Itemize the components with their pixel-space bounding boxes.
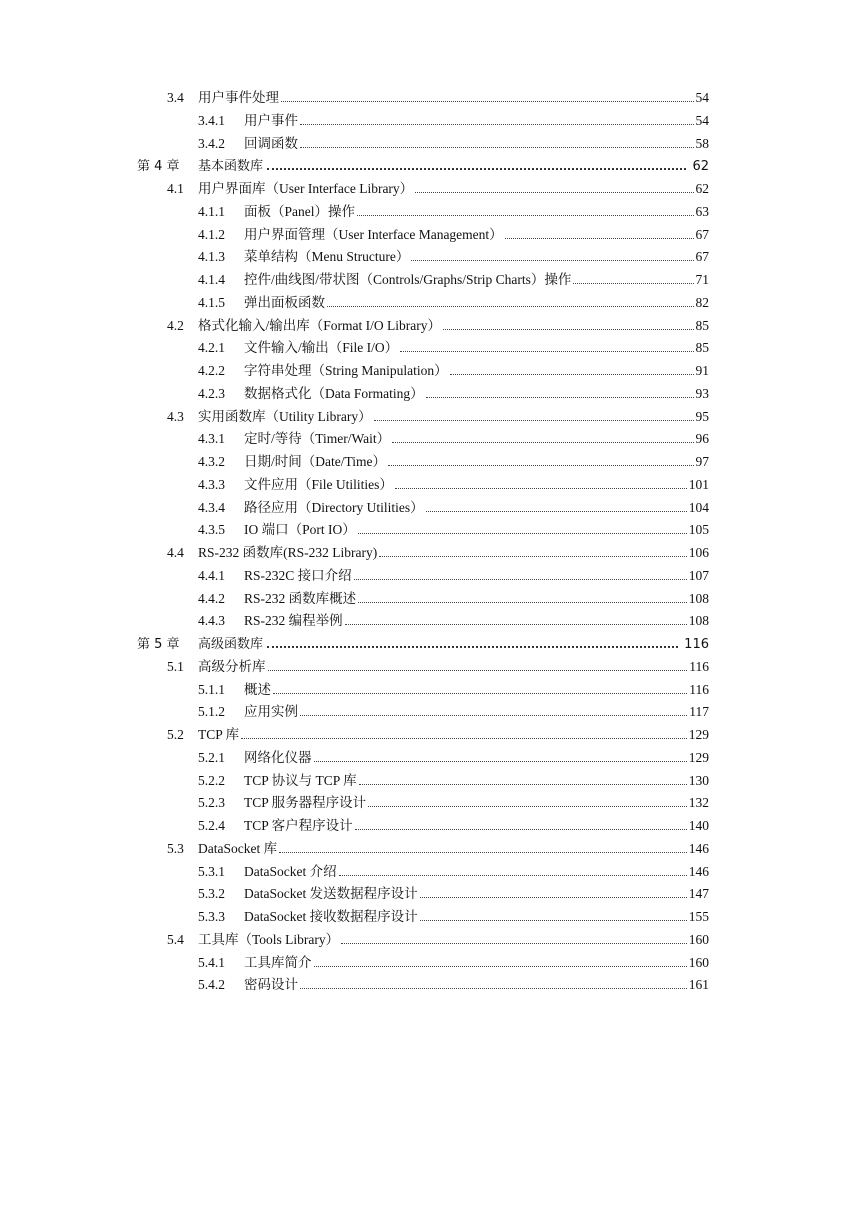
toc-entry-number: 3.4.1: [198, 112, 225, 128]
toc-entry-page-number: 147: [688, 886, 709, 902]
toc-entry-number: 4.2.1: [198, 340, 225, 356]
dot-leader: [392, 441, 693, 443]
toc-entry-page-number: 116: [689, 658, 709, 674]
dot-leader: [358, 532, 687, 534]
toc-entry-title: RS-232 编程举例: [244, 613, 343, 629]
dot-leader: [368, 805, 687, 807]
toc-section-entry[interactable]: [167, 312, 709, 334]
toc-entry-page-number: 95: [695, 408, 709, 424]
toc-entry-page-number: 67: [695, 226, 709, 242]
toc-subsection-entry[interactable]: [198, 812, 709, 834]
toc-subsection-entry[interactable]: [198, 357, 709, 379]
toc-entry-page-number: 107: [688, 567, 709, 583]
toc-entry-number: 4.3: [167, 408, 184, 424]
toc-entry-title: 控件/曲线图/带状图（Controls/Graphs/Strip Charts）操作: [244, 272, 572, 287]
toc-entry-page-number: 85: [695, 317, 709, 333]
toc-entry-title: 概述: [244, 681, 271, 697]
dot-leader: [359, 783, 687, 785]
toc-entry-page-number: 71: [695, 272, 709, 287]
dot-leader: [573, 282, 693, 284]
toc-entry-number: 5.2.4: [198, 818, 225, 833]
toc-subsection-entry[interactable]: [198, 562, 709, 584]
toc-subsection-entry[interactable]: [198, 448, 709, 470]
toc-section-entry[interactable]: [167, 926, 709, 948]
toc-entry-page-number: 129: [688, 727, 709, 742]
toc-entry-title: 密码设计: [244, 977, 298, 993]
toc-subsection-entry[interactable]: [198, 289, 709, 311]
toc-entry-number: 5.2.3: [198, 795, 225, 811]
toc-entry-title: 定时/等待（Timer/Wait）: [244, 431, 391, 447]
toc-entry-title: 工具库简介: [244, 954, 312, 970]
toc-entry-page-number: 85: [695, 340, 709, 356]
toc-entry-page-number: 93: [695, 385, 709, 401]
toc-entry-page-number: 129: [688, 749, 709, 765]
dot-leader: [400, 350, 693, 352]
toc-entry-page-number: 146: [688, 840, 709, 856]
toc-entry-page-number: 117: [689, 704, 709, 720]
toc-entry-page-number: 155: [688, 909, 709, 924]
toc-entry-page-number: 116: [689, 681, 709, 697]
toc-entry-title: 回调函数: [244, 135, 298, 151]
toc-entry-title: 实用函数库（Utility Library）: [198, 408, 372, 424]
toc-section-entry[interactable]: [167, 653, 709, 675]
toc-entry-title: 用户界面库（User Interface Library）: [198, 181, 414, 196]
toc-entry-page-number: 146: [688, 863, 709, 879]
dot-leader: [267, 645, 678, 648]
toc-entry-number: 4.1: [167, 181, 184, 196]
dot-leader: [300, 146, 694, 148]
dot-leader: [300, 714, 687, 716]
toc-entry-page-number: 104: [688, 499, 709, 515]
toc-subsection-entry[interactable]: [198, 858, 709, 880]
toc-entry-title: TCP 库: [198, 727, 240, 742]
toc-entry-title: 用户界面管理（User Interface Management）: [244, 226, 503, 242]
toc-section-entry[interactable]: [167, 84, 709, 106]
toc-entry-page-number: 160: [688, 931, 709, 947]
toc-subsection-entry[interactable]: [198, 198, 709, 220]
toc-entry-page-number: 106: [688, 545, 709, 560]
toc-entry-title: 弹出面板函数: [244, 294, 325, 310]
dot-leader: [341, 942, 687, 944]
dot-leader: [279, 851, 687, 853]
toc-entry-page-number: 105: [688, 522, 709, 538]
dot-leader: [358, 601, 687, 603]
toc-entry-page-number: 101: [688, 476, 709, 492]
toc-entry-number: 4.1.4: [198, 272, 225, 287]
toc-subsection-entry[interactable]: [198, 516, 709, 538]
dot-leader: [443, 328, 694, 330]
toc-entry-title: 文件应用（File Utilities）: [244, 476, 393, 492]
dot-leader: [314, 965, 687, 967]
dot-leader: [420, 896, 687, 898]
toc-entry-number: 4.3.1: [198, 431, 225, 447]
dot-leader: [241, 737, 687, 739]
toc-entry-number: 5.3.2: [198, 886, 225, 902]
toc-entry-title: RS-232 函数库概述: [244, 590, 357, 606]
toc-entry-title: 字符串处理（String Manipulation）: [244, 363, 448, 378]
toc-entry-page-number: 116: [684, 637, 709, 652]
toc-entry-page-number: 96: [695, 431, 709, 447]
toc-entry-title: 工具库（Tools Library）: [198, 931, 340, 947]
dot-leader: [300, 987, 687, 989]
toc-entry-page-number: 140: [688, 818, 709, 833]
toc-entry-title: 文件输入/输出（File I/O）: [244, 340, 399, 356]
dot-leader: [314, 760, 687, 762]
dot-leader: [395, 487, 687, 489]
toc-entry-number: 5.4.1: [198, 954, 225, 970]
toc-subsection-entry[interactable]: [198, 676, 709, 698]
toc-entry-page-number: 130: [688, 772, 709, 788]
dot-leader: [374, 419, 694, 421]
toc-entry-number: 4.4.3: [198, 613, 225, 629]
toc-entry-title: DataSocket 接收数据程序设计: [244, 909, 418, 924]
dot-leader: [281, 100, 694, 102]
toc-entry-number: 4.1.1: [198, 203, 225, 219]
toc-entry-title: 菜单结构（Menu Structure）: [244, 249, 410, 265]
toc-subsection-entry[interactable]: [198, 789, 709, 811]
toc-entry-page-number: 63: [695, 203, 709, 219]
toc-entry-title: 面板（Panel）操作: [244, 203, 355, 219]
toc-entry-title: 日期/时间（Date/Time）: [244, 454, 387, 469]
toc-subsection-entry[interactable]: [198, 266, 709, 288]
toc-entry-number: 4.2: [167, 317, 184, 333]
toc-entry-number: 4.4: [167, 545, 184, 560]
toc-entry-number: 5.3.3: [198, 909, 225, 924]
toc-entry-number: 5.1: [167, 658, 184, 674]
toc-entry-title: DataSocket 库: [198, 840, 278, 856]
toc-section-entry[interactable]: [167, 721, 709, 743]
toc-entry-title: RS-232 函数库(RS-232 Library): [198, 545, 378, 560]
dot-leader: [450, 373, 694, 375]
toc-subsection-entry[interactable]: [198, 949, 709, 971]
toc-entry-page-number: 108: [688, 613, 709, 629]
toc-entry-number: 5.2: [167, 727, 184, 742]
dot-leader: [354, 578, 687, 580]
dot-leader: [357, 214, 694, 216]
toc-section-entry[interactable]: [167, 539, 709, 561]
toc-subsection-entry[interactable]: [198, 494, 709, 516]
toc-entry-page-number: 161: [688, 977, 709, 993]
dot-leader: [268, 669, 688, 671]
toc-entry-title: DataSocket 介绍: [244, 863, 337, 879]
toc-subsection-entry[interactable]: [198, 471, 709, 493]
toc-entry-number: 5.3.1: [198, 863, 225, 879]
toc-entry-page-number: 108: [688, 590, 709, 606]
toc-entry-number: 5.2.2: [198, 772, 225, 788]
toc-entry-title: IO 端口（Port IO）: [244, 522, 356, 538]
toc-entry-title: 应用实例: [244, 704, 298, 720]
toc-entry-title: 高级函数库: [198, 637, 264, 652]
toc-entry-page-number: 62: [692, 159, 709, 175]
toc-entry-number: 4.1.2: [198, 226, 225, 242]
toc-entry-title: 格式化输入/输出库（Format I/O Library）: [198, 317, 441, 333]
toc-entry-title: 用户事件: [244, 112, 298, 128]
toc-subsection-entry[interactable]: [198, 903, 709, 925]
toc-section-entry[interactable]: [167, 835, 709, 857]
toc-chapter-entry[interactable]: [137, 630, 709, 652]
toc-subsection-entry[interactable]: [198, 243, 709, 265]
dot-leader: [415, 191, 693, 193]
toc-subsection-entry[interactable]: [198, 107, 709, 129]
toc-entry-title: 高级分析库: [198, 658, 266, 674]
toc-entry-page-number: 67: [695, 249, 709, 265]
dot-leader: [355, 828, 687, 830]
dot-leader: [426, 510, 687, 512]
toc-entry-title: TCP 服务器程序设计: [244, 795, 367, 811]
dot-leader: [388, 464, 693, 466]
toc-entry-page-number: 132: [688, 795, 709, 811]
toc-entry-title: 基本函数库: [198, 159, 264, 175]
toc-entry-title: 网络化仪器: [244, 749, 312, 765]
dot-leader: [411, 259, 693, 261]
toc-subsection-entry[interactable]: [198, 221, 709, 243]
toc-entry-number: 5.4.2: [198, 977, 225, 993]
toc-entry-number: 第 4 章: [137, 159, 180, 175]
toc-entry-title: DataSocket 发送数据程序设计: [244, 886, 418, 902]
toc-entry-page-number: 58: [695, 135, 709, 151]
toc-subsection-entry[interactable]: [198, 334, 709, 356]
dot-leader: [267, 167, 686, 170]
dot-leader: [327, 305, 694, 307]
toc-chapter-entry[interactable]: [137, 152, 709, 174]
toc-entry-number: 第 5 章: [137, 637, 180, 652]
toc-subsection-entry[interactable]: [198, 585, 709, 607]
toc-subsection-entry[interactable]: [198, 767, 709, 789]
toc-entry-number: 4.3.4: [198, 499, 225, 515]
toc-entry-page-number: 91: [695, 363, 709, 378]
toc-entry-title: RS-232C 接口介绍: [244, 567, 352, 583]
toc-entry-number: 4.4.1: [198, 567, 225, 583]
toc-entry-number: 5.4: [167, 931, 184, 947]
toc-entry-page-number: 54: [695, 90, 709, 105]
dot-leader: [379, 555, 687, 557]
toc-entry-number: 4.2.3: [198, 385, 225, 401]
toc-entry-number: 4.4.2: [198, 590, 225, 606]
toc-entry-page-number: 82: [695, 294, 709, 310]
toc-entry-title: 数据格式化（Data Formating）: [244, 385, 424, 401]
toc-section-entry[interactable]: [167, 403, 709, 425]
toc-entry-number: 4.1.5: [198, 294, 225, 310]
toc-entry-page-number: 97: [695, 454, 709, 469]
toc-entry-number: 3.4: [167, 90, 184, 105]
toc-entry-page-number: 160: [688, 954, 709, 970]
toc-subsection-entry[interactable]: [198, 607, 709, 629]
toc-subsection-entry[interactable]: [198, 380, 709, 402]
toc-entry-number: 5.1.1: [198, 681, 225, 697]
toc-entry-number: 3.4.2: [198, 135, 225, 151]
toc-entry-number: 5.3: [167, 840, 184, 856]
dot-leader: [426, 396, 694, 398]
toc-entry-number: 4.2.2: [198, 363, 225, 378]
dot-leader: [420, 919, 687, 921]
toc-subsection-entry[interactable]: [198, 880, 709, 902]
dot-leader: [339, 874, 687, 876]
dot-leader: [345, 623, 687, 625]
dot-leader: [505, 237, 694, 239]
toc-subsection-entry[interactable]: [198, 698, 709, 720]
toc-entry-title: 路径应用（Directory Utilities）: [244, 499, 424, 515]
toc-entry-number: 4.3.5: [198, 522, 225, 538]
dot-leader: [273, 692, 687, 694]
toc-subsection-entry[interactable]: [198, 425, 709, 447]
toc-subsection-entry[interactable]: [198, 744, 709, 766]
toc-entry-page-number: 54: [695, 112, 709, 128]
toc-entry-page-number: 62: [695, 181, 709, 196]
toc-subsection-entry[interactable]: [198, 971, 709, 993]
toc-section-entry[interactable]: [167, 175, 709, 197]
dot-leader: [300, 123, 694, 125]
toc-entry-title: TCP 协议与 TCP 库: [244, 772, 357, 788]
toc-entry-title: 用户事件处理: [198, 90, 279, 105]
toc-entry-number: 5.1.2: [198, 704, 225, 720]
toc-entry-number: 4.3.2: [198, 454, 225, 469]
toc-entry-number: 5.2.1: [198, 749, 225, 765]
toc-entry-number: 4.1.3: [198, 249, 225, 265]
toc-entry-title: TCP 客户程序设计: [244, 818, 353, 833]
toc-subsection-entry[interactable]: [198, 130, 709, 152]
toc-entry-number: 4.3.3: [198, 476, 225, 492]
